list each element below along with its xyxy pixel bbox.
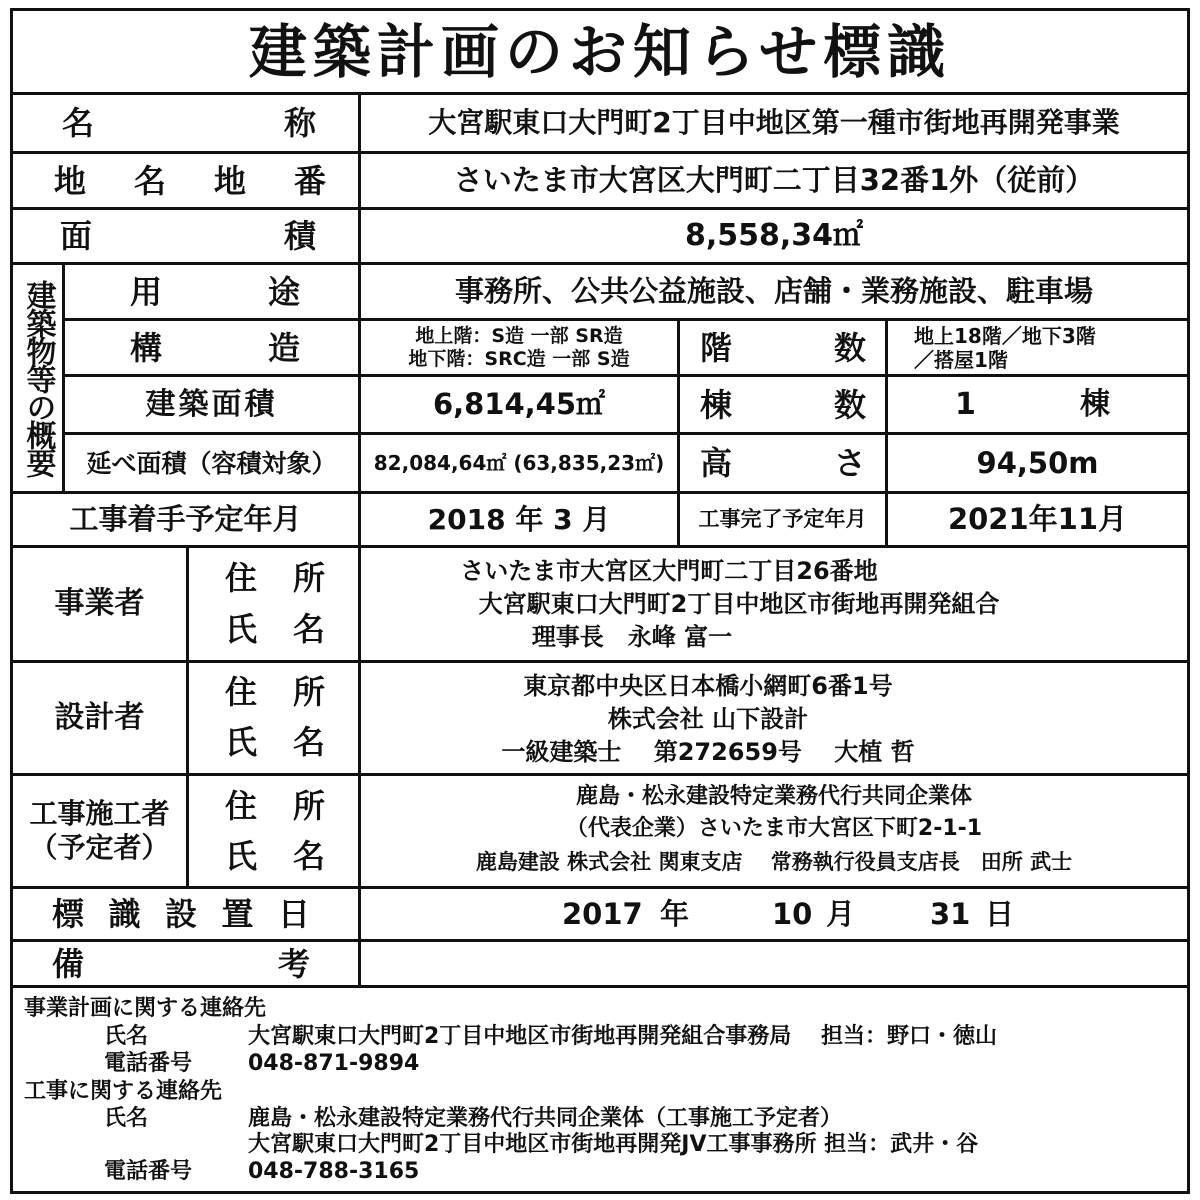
area-label-b: 積: [283, 217, 316, 255]
building-area-value: 6,814,45㎡: [432, 387, 606, 421]
sign-date-month-unit: 月: [826, 896, 856, 931]
area-value: 8,558,34㎡: [684, 218, 864, 253]
use-value: 事務所、公共公益施設、店舗・業務施設、駐車場: [454, 274, 1093, 308]
use-label: [130, 265, 300, 318]
buildings-label-b: 数: [833, 385, 866, 424]
rule-party-column: [186, 545, 189, 886]
location-label-char-4: 番: [293, 161, 326, 200]
contractor-name-label-b: 名: [292, 837, 325, 875]
remarks-value: [361, 942, 1187, 985]
height-value: 94,50m: [976, 445, 1099, 480]
use-label-a: 用: [130, 272, 163, 311]
construction-end-value: 2021年11月: [947, 502, 1128, 536]
total-floor-area-value: 82,084,64㎡ (63,835,23㎡): [373, 451, 665, 475]
height-label: [700, 435, 866, 491]
height-label-b: さ: [833, 444, 866, 482]
designer-name-label-a: 氏: [225, 723, 258, 761]
remarks-label-b: 考: [277, 944, 310, 983]
area-label: [60, 210, 316, 262]
floors-line-2: ／搭屋1階: [914, 347, 1008, 372]
contractor-line-2: （代表企業）さいたま市大宮区下町2-1-1: [565, 816, 983, 841]
designer-name-2: 一級建築士 第272659号 大植 哲: [501, 738, 915, 766]
sign-date-label: [52, 889, 310, 939]
contact-project-name-value: 大宮駅東口大門町2丁目中地区市街地再開発組合事務局 担当：野口・徳山: [248, 1024, 997, 1049]
name-value: 大宮駅東口大門町2丁目中地区第一種市街地再開発事業: [428, 106, 1120, 139]
structure-label-b: 造: [267, 328, 300, 367]
structure-line-1: 地上階：S造 一部 SR造: [415, 324, 623, 347]
contractor-name-label: [225, 834, 325, 878]
developer-address: さいたま市大宮区大門町二丁目26番地: [460, 557, 878, 585]
rule-remarks: [10, 985, 1190, 988]
contact-project-phone-label: 電話番号: [104, 1051, 193, 1076]
location-label-char-1: 地: [54, 161, 87, 200]
location-value: さいたま市大宮区大門町二丁目32番1外（従前）: [453, 163, 1095, 197]
contact-construction-phone-value: 048-788-3165: [248, 1159, 420, 1184]
developer-address-label-b: 所: [292, 559, 325, 597]
name-label: [62, 95, 316, 151]
developer-name-label: [225, 607, 325, 651]
structure-line-2: 地下階：SRC造 一部 S造: [408, 347, 630, 370]
remarks-label: [52, 942, 310, 985]
sign-date-day: 31: [930, 896, 971, 931]
designer-name-label: [225, 720, 325, 764]
contact-construction-phone-label: 電話番号: [104, 1159, 193, 1184]
sign-date-label-char-2: 識: [108, 895, 141, 933]
contractor-address-label: [225, 784, 325, 828]
contractor-label-1: 工事施工者: [29, 797, 170, 830]
location-label-char-3: 地: [213, 161, 246, 200]
buildings-label-a: 棟: [700, 385, 733, 424]
location-label: [54, 154, 326, 207]
contact-project-heading: 事業計画に関する連絡先: [24, 996, 267, 1021]
buildings-value: [955, 377, 1110, 432]
contractor-line-3: 鹿島建設 株式会社 関東支店 常務執行役員支店長 田所 武士: [475, 849, 1073, 874]
sign-date-label-char-1: 標: [52, 895, 85, 933]
name-label-a: 名: [62, 104, 95, 142]
sign-date-day-unit: 日: [985, 896, 1015, 931]
location-label-char-2: 名: [133, 161, 166, 200]
sign-date-label-char-4: 置: [221, 895, 254, 933]
contact-construction-heading: 工事に関する連絡先: [24, 1079, 223, 1104]
contact-construction-name-value-1: 鹿島・松永建設特定業務代行共同企業体（工事施工予定者）: [248, 1106, 843, 1131]
designer-name-1: 株式会社 山下設計: [607, 705, 809, 733]
developer-address-label: [225, 556, 325, 600]
contact-construction-name-label: 氏名: [104, 1106, 149, 1131]
designer-label: 設計者: [54, 700, 145, 735]
construction-start-value: 2018 年 3 月: [427, 502, 611, 536]
building-area-label: 建築面積: [145, 386, 278, 422]
developer-name-2: 理事長 永峰 富一: [531, 623, 733, 651]
contact-project-phone-value: 048-871-9894: [248, 1051, 420, 1076]
buildings-number: 1: [955, 386, 976, 422]
contact-project-name-label: 氏名: [104, 1024, 149, 1049]
designer-name-label-b: 名: [292, 723, 325, 761]
area-label-a: 面: [60, 217, 93, 255]
page-title: 建築計画のお知らせ標識: [248, 17, 952, 86]
structure-label-a: 構: [130, 328, 163, 367]
contact-construction-name-value-2: 大宮駅東口大門町2丁目中地区市街地再開発JV工事事務所 担当：武井・谷: [248, 1132, 979, 1157]
total-floor-area-label: 延べ面積（容積対象）: [86, 448, 337, 478]
developer-address-label-a: 住: [225, 559, 258, 597]
contractor-label: [13, 776, 186, 886]
developer-name-label-b: 名: [292, 610, 325, 648]
structure-label: [130, 321, 300, 374]
contractor-label-2: （予定者）: [29, 831, 170, 864]
sign-date-month: 10: [772, 896, 813, 931]
sign-date-year: 2017: [562, 896, 643, 931]
floors-value: [888, 321, 1187, 374]
structure-value: [361, 321, 677, 374]
name-label-b: 称: [283, 104, 316, 142]
designer-address-label: [225, 670, 325, 714]
construction-start-label: 工事着手予定年月: [69, 502, 302, 536]
use-label-b: 途: [267, 272, 300, 311]
sign-date-label-char-5: 日: [277, 895, 310, 933]
remarks-label-a: 備: [52, 944, 85, 983]
designer-address-label-b: 所: [292, 673, 325, 711]
developer-name-1: 大宮駅東口大門町2丁目中地区市街地再開発組合: [478, 590, 1000, 618]
developer-label: 事業者: [54, 586, 145, 621]
construction-end-label: 工事完了予定年月: [698, 507, 867, 531]
overview-label: 建築物等の概要: [20, 280, 56, 476]
floors-label: [700, 321, 866, 374]
floors-label-a: 階: [700, 328, 733, 367]
buildings-label: [700, 377, 866, 432]
designer-address-label-a: 住: [225, 673, 258, 711]
floors-line-1: 地上18階／地下3階: [914, 323, 1096, 348]
sign-date-label-char-3: 設: [164, 895, 197, 933]
contractor-address-label-b: 所: [292, 787, 325, 825]
designer-address: 東京都中央区日本橋小網町6番1号: [523, 672, 893, 700]
floors-label-b: 数: [833, 328, 866, 367]
contractor-name-label-a: 氏: [225, 837, 258, 875]
contractor-address-label-a: 住: [225, 787, 258, 825]
buildings-unit: 棟: [1080, 386, 1110, 422]
height-label-a: 高: [700, 444, 733, 482]
developer-name-label-a: 氏: [225, 610, 258, 648]
contractor-line-1: 鹿島・松永建設特定業務代行共同企業体: [575, 784, 972, 809]
sign-date-year-unit: 年: [660, 896, 690, 931]
